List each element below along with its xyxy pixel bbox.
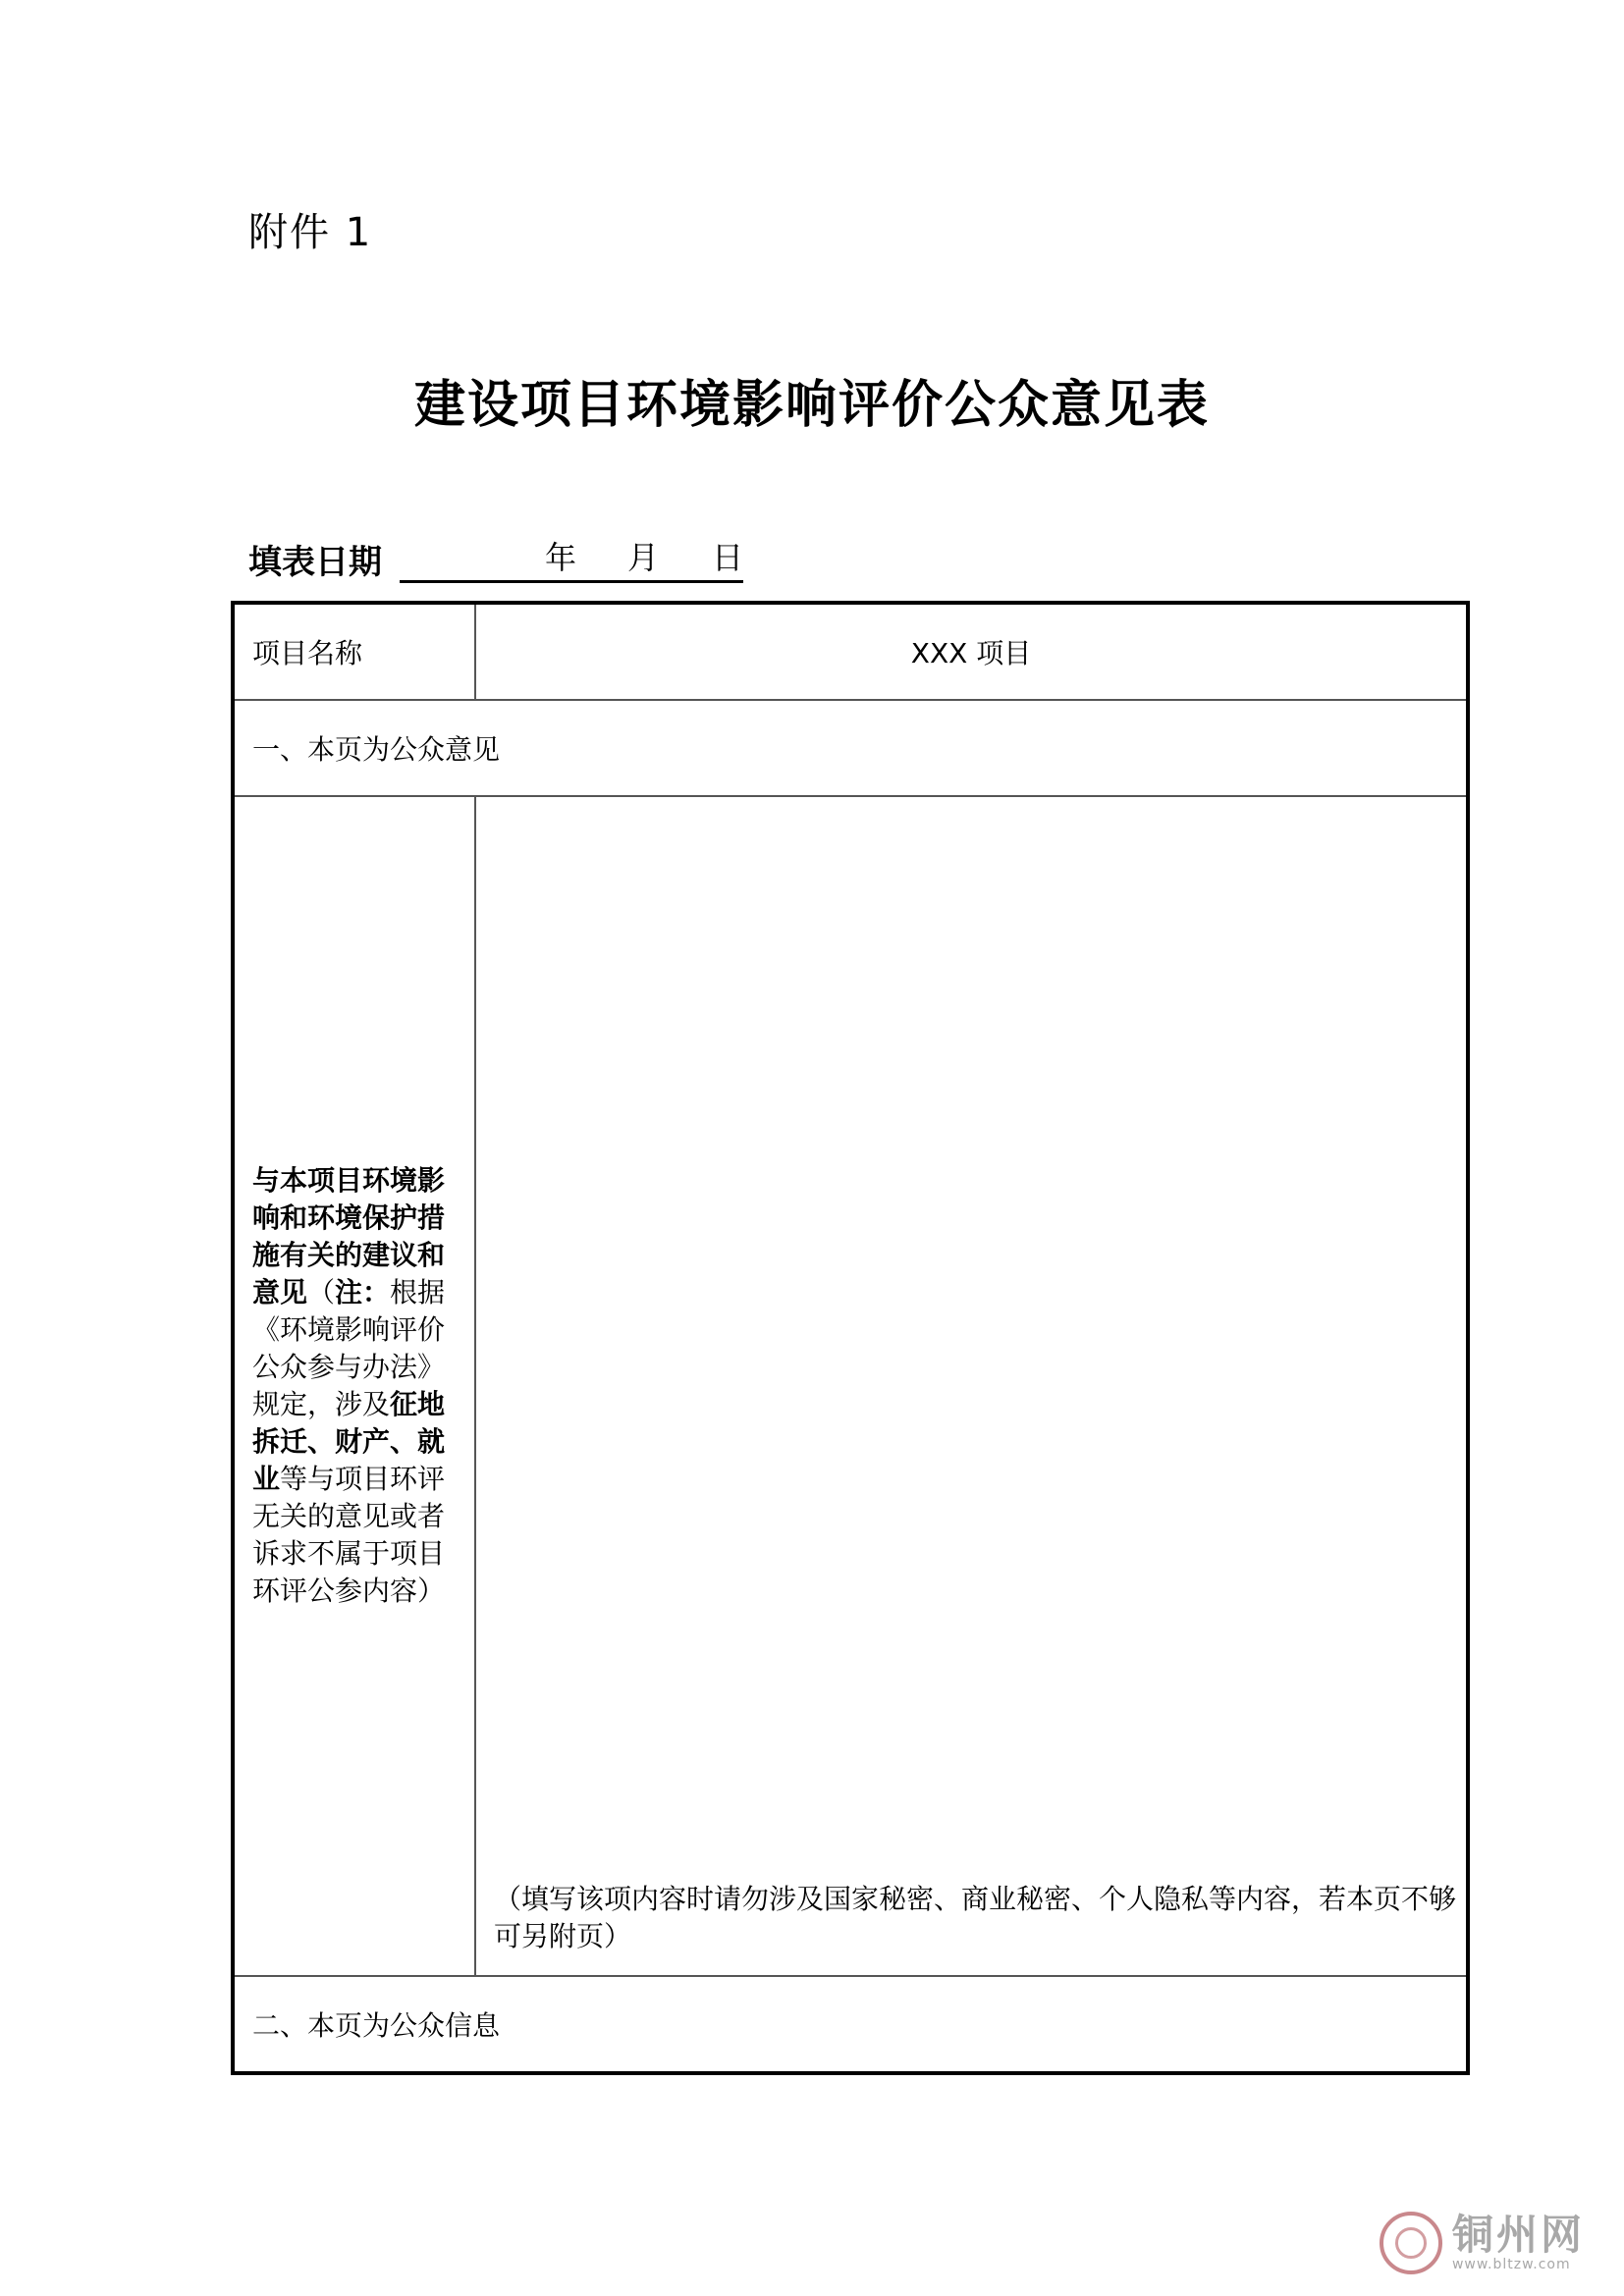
- fill-date-row: [248, 535, 743, 583]
- project-name-label: 项目名称: [233, 603, 475, 700]
- opinion-row: [233, 796, 1468, 1976]
- section-public-opinion-heading: 一、本页为公众意见: [233, 700, 1468, 796]
- attachment-label: 附件 1: [248, 210, 373, 255]
- opinion-note: （填写该项内容时请勿涉及国家秘密、商业秘密、个人隐私等内容，若本页不够可另附页）: [494, 1883, 1457, 1952]
- section-public-opinion-row: [233, 700, 1468, 796]
- opinion-form-table: [231, 601, 1470, 2075]
- section-public-info-row: [233, 1976, 1468, 2073]
- date-year-label: 年: [545, 539, 577, 576]
- date-month-label: 月: [627, 539, 660, 576]
- project-name-value[interactable]: XXX 项目: [475, 603, 1468, 700]
- watermark-logo-icon: [1380, 2212, 1442, 2274]
- site-watermark: [1380, 2212, 1585, 2274]
- opinion-input-area[interactable]: [475, 796, 1468, 1976]
- fill-date-field[interactable]: [400, 541, 743, 583]
- watermark-url: www.bltzw.com: [1451, 2257, 1571, 2272]
- date-day-label: 日: [712, 539, 744, 576]
- opinion-label: 与本项目环境影响和环境保护措施有关的建议和意见（注：根据《环境影响评价公众参与办法》规定，涉及征地拆迁、财产、就业等与项目环评无关的意见或者诉求不属于项目环评公参内容）: [233, 796, 475, 1976]
- section-public-info-heading: 二、本页为公众信息: [233, 1976, 1468, 2073]
- project-name-row: [233, 603, 1468, 700]
- page-title: 建设项目环境影响评价公众意见表: [413, 376, 1210, 435]
- fill-date-label: 填表日期: [248, 543, 382, 582]
- watermark-name: 铜州网: [1451, 2211, 1585, 2259]
